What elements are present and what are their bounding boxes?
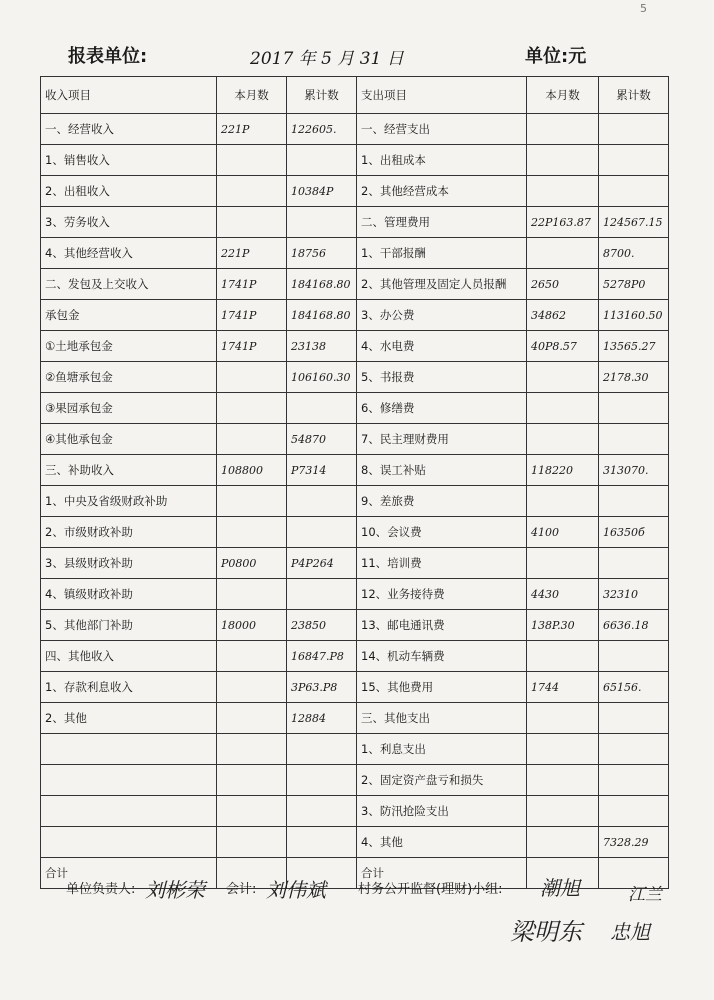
expense-cumulative-cell xyxy=(599,734,669,765)
committee-signature-1: 潮旭 xyxy=(540,876,580,900)
expense-item-cell: 13、邮电通讯费 xyxy=(357,610,527,641)
table-row xyxy=(41,672,669,703)
expense-month-cell xyxy=(527,796,599,827)
table-row xyxy=(41,455,669,486)
table-row xyxy=(41,145,669,176)
income-cumulative-cell: 3P63.P8 xyxy=(287,672,357,703)
expense-month-header: 本月数 xyxy=(527,77,599,114)
income-month-cell: 1741P xyxy=(217,300,287,331)
income-item-cell: 3、县级财政补助 xyxy=(41,548,217,579)
income-cumulative-cell: 54870 xyxy=(287,424,357,455)
committee-signature-2: 江兰 xyxy=(628,885,662,905)
income-cumulative-cell: 23850 xyxy=(287,610,357,641)
table-row xyxy=(41,486,669,517)
expense-cumulative-cell: 65156. xyxy=(599,672,669,703)
income-cumulative-cell: 12884 xyxy=(287,703,357,734)
income-cumulative-cell xyxy=(287,765,357,796)
table-row xyxy=(41,579,669,610)
income-month-cell: 1741P xyxy=(217,331,287,362)
expense-month-cell xyxy=(527,362,599,393)
income-item-cell: 4、镇级财政补助 xyxy=(41,579,217,610)
table-row xyxy=(41,641,669,672)
expense-month-cell xyxy=(527,393,599,424)
expense-item-cell: 二、管理费用 xyxy=(357,207,527,238)
expense-month-cell: 22P163.87 xyxy=(527,207,599,238)
table-row xyxy=(41,827,669,858)
income-item-header: 收入项目 xyxy=(41,77,217,114)
income-cumulative-cell xyxy=(287,145,357,176)
expense-month-cell xyxy=(527,145,599,176)
currency-unit-label: 单位:元 xyxy=(525,46,587,67)
expense-item-cell: 11、培训费 xyxy=(357,548,527,579)
expense-item-cell: 5、书报费 xyxy=(357,362,527,393)
committee-signature-3: 梁明东 xyxy=(510,918,582,946)
income-item-cell xyxy=(41,765,217,796)
expense-cumulative-cell: 8700. xyxy=(599,238,669,269)
income-cumulative-header: 累计数 xyxy=(287,77,357,114)
income-expense-table xyxy=(40,76,669,889)
expense-cumulative-cell: 32310 xyxy=(599,579,669,610)
table-row xyxy=(41,734,669,765)
table-row xyxy=(41,176,669,207)
table-row xyxy=(41,300,669,331)
income-item-cell: 3、劳务收入 xyxy=(41,207,217,238)
expense-item-cell: 8、误工补贴 xyxy=(357,455,527,486)
expense-cumulative-cell: 313070. xyxy=(599,455,669,486)
income-item-cell xyxy=(41,734,217,765)
expense-item-cell: 2、其他经营成本 xyxy=(357,176,527,207)
income-month-cell: 221P xyxy=(217,238,287,269)
committee-label: 村务公开监督(理财)小组: xyxy=(358,882,503,897)
expense-item-header: 支出项目 xyxy=(357,77,527,114)
income-item-cell: 1、存款利息收入 xyxy=(41,672,217,703)
expense-cumulative-cell: 6636.18 xyxy=(599,610,669,641)
income-cumulative-cell: 106160.30 xyxy=(287,362,357,393)
income-month-cell xyxy=(217,734,287,765)
income-item-cell: ②鱼塘承包金 xyxy=(41,362,217,393)
expense-item-cell: 2、其他管理及固定人员报酬 xyxy=(357,269,527,300)
income-month-cell xyxy=(217,517,287,548)
expense-month-cell: 4430 xyxy=(527,579,599,610)
income-cumulative-cell xyxy=(287,393,357,424)
expense-month-cell: 40P8.57 xyxy=(527,331,599,362)
income-item-cell: 4、其他经营收入 xyxy=(41,238,217,269)
table-row xyxy=(41,424,669,455)
income-month-cell xyxy=(217,703,287,734)
income-item-cell: ③果园承包金 xyxy=(41,393,217,424)
expense-month-cell xyxy=(527,238,599,269)
expense-item-cell: 4、其他 xyxy=(357,827,527,858)
committee-signature-4: 忠旭 xyxy=(610,920,650,944)
income-item-cell: 四、其他收入 xyxy=(41,641,217,672)
report-date: 2017 年 5 月 31 日 xyxy=(250,49,404,69)
page-marker: 5 xyxy=(640,2,647,15)
income-cumulative-cell: 18756 xyxy=(287,238,357,269)
income-month-cell xyxy=(217,145,287,176)
report-unit-label: 报表单位: xyxy=(68,46,148,67)
income-item-cell: 1、销售收入 xyxy=(41,145,217,176)
expense-item-cell: 一、经营支出 xyxy=(357,114,527,145)
expense-month-cell xyxy=(527,114,599,145)
expense-item-cell: 2、固定资产盘亏和损失 xyxy=(357,765,527,796)
income-month-cell xyxy=(217,486,287,517)
expense-item-cell: 1、出租成本 xyxy=(357,145,527,176)
expense-item-cell: 1、干部报酬 xyxy=(357,238,527,269)
income-cumulative-cell: 23138 xyxy=(287,331,357,362)
expense-month-cell: 138P.30 xyxy=(527,610,599,641)
expense-cumulative-cell: 7328.29 xyxy=(599,827,669,858)
accountant-label: 会计: xyxy=(226,882,257,897)
income-cumulative-cell: 184168.80 xyxy=(287,300,357,331)
income-month-cell: 108800 xyxy=(217,455,287,486)
expense-month-cell xyxy=(527,641,599,672)
table-row xyxy=(41,703,669,734)
income-cumulative-cell xyxy=(287,579,357,610)
income-month-cell: 221P xyxy=(217,114,287,145)
income-item-cell: 二、发包及上交收入 xyxy=(41,269,217,300)
table-row xyxy=(41,610,669,641)
income-item-cell xyxy=(41,827,217,858)
expense-item-cell: 三、其他支出 xyxy=(357,703,527,734)
income-cumulative-cell: 184168.80 xyxy=(287,269,357,300)
expense-month-cell xyxy=(527,486,599,517)
income-month-cell xyxy=(217,207,287,238)
expense-cumulative-cell xyxy=(599,703,669,734)
expense-cumulative-cell xyxy=(599,548,669,579)
expense-item-cell: 7、民主理财费用 xyxy=(357,424,527,455)
income-cumulative-cell: 10384P xyxy=(287,176,357,207)
expense-month-cell xyxy=(527,734,599,765)
expense-cumulative-cell: 16350б xyxy=(599,517,669,548)
expense-cumulative-header: 累计数 xyxy=(599,77,669,114)
income-item-cell: 承包金 xyxy=(41,300,217,331)
income-month-cell xyxy=(217,827,287,858)
expense-item-cell: 1、利息支出 xyxy=(357,734,527,765)
income-cumulative-cell xyxy=(287,517,357,548)
income-cumulative-cell xyxy=(287,734,357,765)
income-cumulative-cell: 122605. xyxy=(287,114,357,145)
expense-cumulative-cell xyxy=(599,641,669,672)
expense-cumulative-cell: 124567.15 xyxy=(599,207,669,238)
expense-cumulative-cell: 5278P0 xyxy=(599,269,669,300)
expense-item-cell: 10、会议费 xyxy=(357,517,527,548)
expense-item-cell: 合计 xyxy=(357,858,527,889)
expense-month-cell: 118220 xyxy=(527,455,599,486)
expense-item-cell: 6、修缮费 xyxy=(357,393,527,424)
income-month-cell xyxy=(217,672,287,703)
income-cumulative-cell xyxy=(287,796,357,827)
table-row xyxy=(41,331,669,362)
table-row xyxy=(41,269,669,300)
accountant-signature: 刘伟斌 xyxy=(266,878,326,902)
leader-signature: 刘彬荣 xyxy=(145,878,205,902)
expense-month-cell xyxy=(527,176,599,207)
expense-cumulative-cell: 2178.30 xyxy=(599,362,669,393)
income-item-cell: 2、出租收入 xyxy=(41,176,217,207)
expense-cumulative-cell xyxy=(599,486,669,517)
table-row xyxy=(41,765,669,796)
expense-cumulative-cell xyxy=(599,765,669,796)
income-item-cell: 1、中央及省级财政补助 xyxy=(41,486,217,517)
expense-month-cell xyxy=(527,548,599,579)
income-month-cell: 18000 xyxy=(217,610,287,641)
income-cumulative-cell xyxy=(287,207,357,238)
expense-cumulative-cell xyxy=(599,393,669,424)
income-month-cell xyxy=(217,362,287,393)
income-cumulative-cell: P7314 xyxy=(287,455,357,486)
expense-item-cell: 15、其他费用 xyxy=(357,672,527,703)
expense-month-cell xyxy=(527,827,599,858)
expense-cumulative-cell xyxy=(599,145,669,176)
income-item-cell: ④其他承包金 xyxy=(41,424,217,455)
income-month-cell xyxy=(217,579,287,610)
income-month-header: 本月数 xyxy=(217,77,287,114)
table-header-row xyxy=(41,77,669,114)
expense-month-cell: 4100 xyxy=(527,517,599,548)
table-row xyxy=(41,548,669,579)
expense-cumulative-cell: 113160.50 xyxy=(599,300,669,331)
leader-label: 单位负责人: xyxy=(66,882,136,897)
table-row xyxy=(41,114,669,145)
expense-cumulative-cell xyxy=(599,424,669,455)
table-row xyxy=(41,796,669,827)
expense-item-cell: 3、防汛抢险支出 xyxy=(357,796,527,827)
expense-month-cell: 1744 xyxy=(527,672,599,703)
income-cumulative-cell xyxy=(287,827,357,858)
expense-month-cell: 2650 xyxy=(527,269,599,300)
income-month-cell: 1741P xyxy=(217,269,287,300)
table-row xyxy=(41,238,669,269)
expense-month-cell xyxy=(527,703,599,734)
expense-month-cell xyxy=(527,424,599,455)
income-month-cell: P0800 xyxy=(217,548,287,579)
income-item-cell: 2、其他 xyxy=(41,703,217,734)
income-month-cell xyxy=(217,424,287,455)
income-month-cell xyxy=(217,393,287,424)
income-item-cell: ①土地承包金 xyxy=(41,331,217,362)
income-item-cell: 5、其他部门补助 xyxy=(41,610,217,641)
income-month-cell xyxy=(217,176,287,207)
expense-cumulative-cell xyxy=(599,114,669,145)
expense-month-cell xyxy=(527,765,599,796)
expense-cumulative-cell xyxy=(599,176,669,207)
expense-cumulative-cell: 13565.27 xyxy=(599,331,669,362)
expense-item-cell: 12、业务接待费 xyxy=(357,579,527,610)
income-item-cell: 一、经营收入 xyxy=(41,114,217,145)
income-month-cell xyxy=(217,765,287,796)
table-row xyxy=(41,207,669,238)
expense-cumulative-cell xyxy=(599,796,669,827)
table-row xyxy=(41,517,669,548)
expense-month-cell: 34862 xyxy=(527,300,599,331)
income-month-cell xyxy=(217,641,287,672)
income-item-cell: 2、市级财政补助 xyxy=(41,517,217,548)
expense-item-cell: 4、水电费 xyxy=(357,331,527,362)
income-month-cell xyxy=(217,796,287,827)
expense-item-cell: 3、办公费 xyxy=(357,300,527,331)
expense-item-cell: 14、机动车辆费 xyxy=(357,641,527,672)
table-row xyxy=(41,393,669,424)
income-item-cell: 三、补助收入 xyxy=(41,455,217,486)
income-item-cell: 合计 xyxy=(41,858,217,889)
income-cumulative-cell: 16847.P8 xyxy=(287,641,357,672)
income-cumulative-cell: P4P264 xyxy=(287,548,357,579)
income-item-cell xyxy=(41,796,217,827)
income-cumulative-cell xyxy=(287,486,357,517)
table-row xyxy=(41,362,669,393)
expense-item-cell: 9、差旅费 xyxy=(357,486,527,517)
